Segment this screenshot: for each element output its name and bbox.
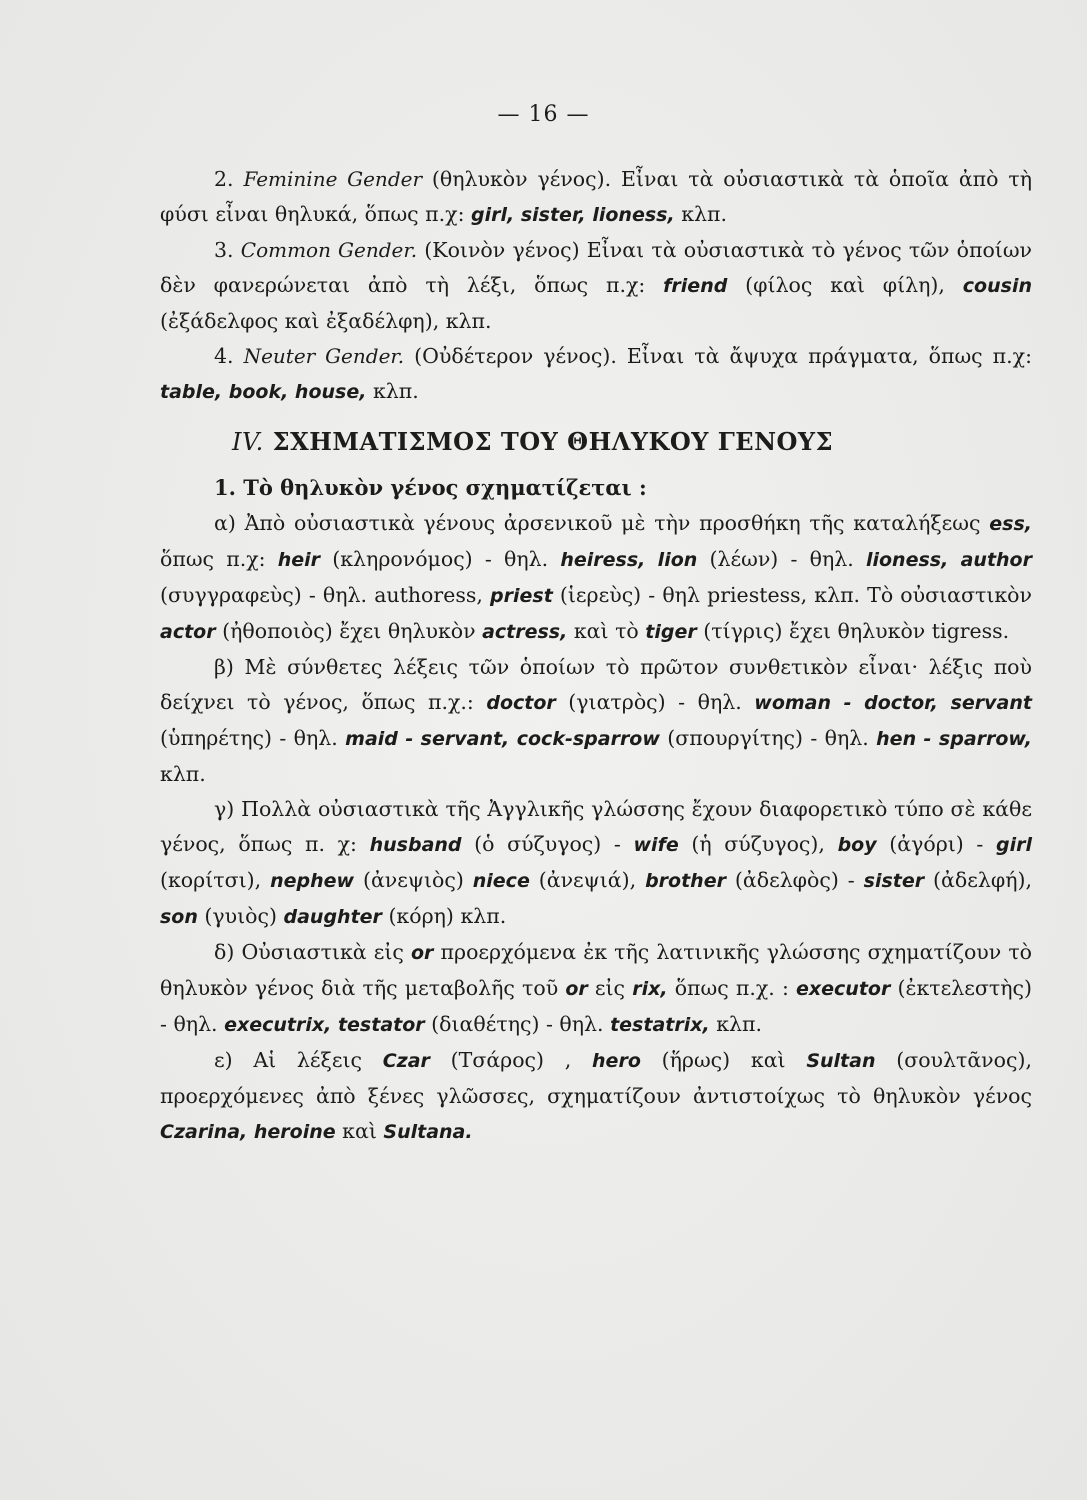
common-gender-term: Common Gender. — [240, 238, 418, 262]
rule-c-paragraph: γ) Πολλὰ οὐσιαστικὰ τῆς Ἀγγλικῆς γλώσσης ἔχουν διαφορετικὸ τύπο σὲ κάθε γένος, ὅπως π. χ: husband (ὁ σύζυγος) - wife (ἡ σύζυγος), boy (ἀγόρι) - girl (κορίτσι), nephew (ἀνεψιὸς) niece (ἀνεψιά), brother (ἀδελφὸς) - sister (ἀδελφή), son (γυιὸς) daughter (κόρη) κλπ. — [160, 797, 1033, 928]
rule-e-paragraph: ε) Αἱ λέξεις Czar (Τσάρος) , hero (ἥρως) καὶ Sultan (σουλτᾶνος), προερχόμενες ἀπὸ ξένες γλῶσσες, σχηματίζουν ἀντιστοίχως τὸ θηλυκὸν γένος Czarina, heroine καὶ Sultana. — [160, 1048, 1032, 1143]
section-title: ΣΧΗΜΑΤΙΣΜΟΣ ΤΟΥ ΘΗΛΥΚΟΥ ΓΕΝΟΥΣ — [272, 427, 834, 456]
common-gender-paragraph: 3. Common Gender. (Κοινὸν γένος) Εἶναι τὰ οὐσιαστικὰ τὸ γένος τῶν ὁποίων δὲν φανερώνεται ἀπὸ τὴ λέξι, ὅπως π.χ: friend (φίλος καὶ φίλη), cousin (ἐξάδελφος καὶ ἐξαδέλφη), κλπ. — [160, 238, 1032, 333]
rule-d-paragraph: δ) Οὐσιαστικὰ εἰς or προερχόμενα ἐκ τῆς λατινικῆς γλώσσης σχηματίζουν τὸ θηλυκὸν γένος διὰ τῆς μεταβολῆς τοῦ or εἰς rix, ὅπως π.χ. : executor (ἐκτελεστὴς) - θηλ. executrix, testator (διαθέτης) - θηλ. testatrix, κλπ. — [160, 940, 1033, 1036]
rule-b-paragraph: β) Μὲ σύνθετες λέξεις τῶν ὁποίων τὸ πρῶτον συνθετικὸν εἶναι· λέξις ποὺ δείχνει τὸ γένος, ὅπως π.χ.: doctor (γιατρὸς) - θηλ. woman - doctor, servant (ὑπηρέτης) - θηλ. maid - servant, cock-sparrow (σπουργίτης) - θηλ. hen - sparrow, κλπ. — [160, 655, 1032, 786]
page-number: — 16 — — [497, 102, 590, 127]
feminine-gender-term: Feminine Gender — [243, 167, 423, 191]
page-body — [160, 162, 1032, 1150]
neuter-gender-paragraph: 4. Neuter Gender. (Οὐδέτερον γένος). Εἶναι τὰ ἄψυχα πράγματα, ὅπως π.χ: table, book, house, κλπ. — [160, 344, 1032, 403]
neuter-gender-term: Neuter Gender. — [243, 344, 405, 368]
feminine-gender-paragraph: 2. Feminine Gender (θηλυκὸν γένος). Εἶναι τὰ οὐσιαστικὰ τὰ ὁποῖα ἀπὸ τὴ φύσι εἶναι θηλυκά, ὅπως π.χ: girl, sister, lioness, κλπ. — [160, 167, 1032, 226]
subheading: 1. Τὸ θηλυκὸν γένος σχηματίζεται : — [214, 475, 647, 500]
section-heading — [232, 424, 1032, 460]
rule-a-paragraph: α) Ἀπὸ οὐσιαστικὰ γένους ἀρσενικοῦ μὲ τὴν προσθήκη τῆς καταλήξεως ess, ὅπως π.χ: heir (κληρονόμος) - θηλ. heiress, lion (λέων) - θηλ. lioness, author (συγγραφεὺς) - θηλ. authoress, priest (ἱερεὺς) - θηλ priestess, κλπ. Τὸ οὐσιαστικὸν actor (ἠθοποιὸς) ἔχει θηλυκὸν actress, καὶ τὸ tiger (τίγρις) ἔχει θηλυκὸν tigress. — [160, 511, 1032, 643]
section-roman-numeral: IV. — [232, 428, 264, 456]
